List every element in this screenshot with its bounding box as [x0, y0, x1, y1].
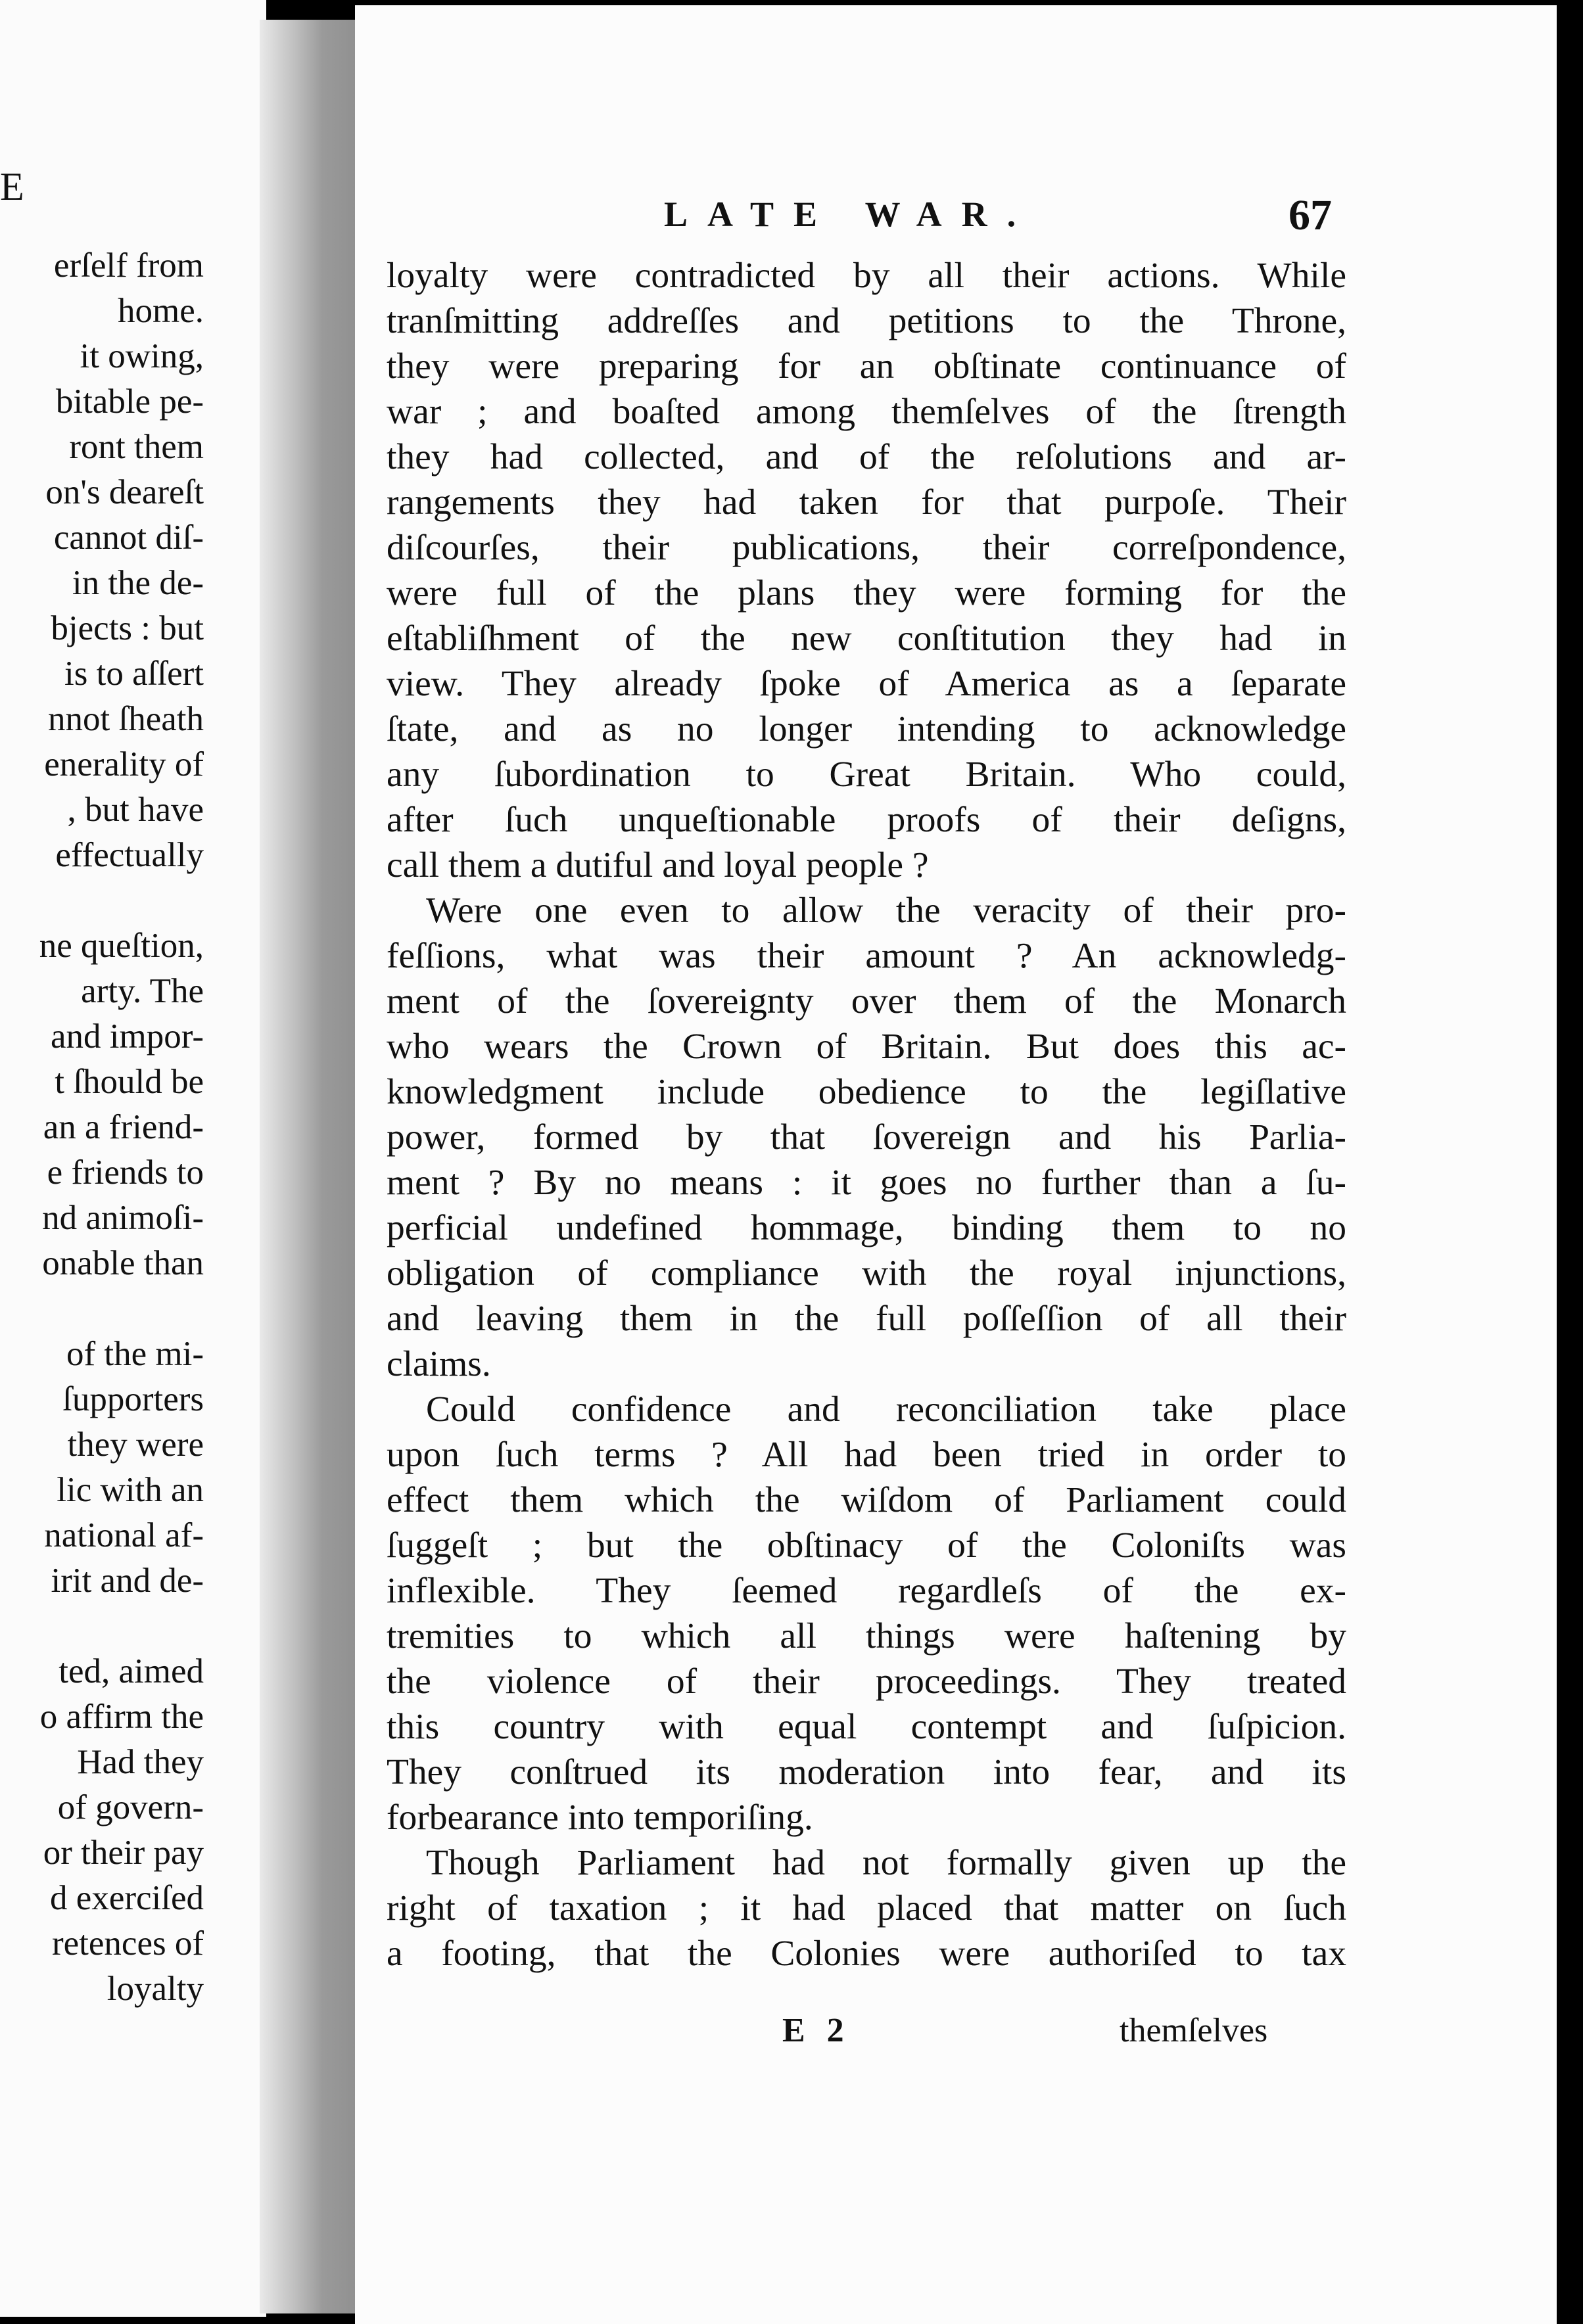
text-line: feſſions, what was their amount ? An acknowledg-: [387, 936, 1346, 976]
left-page-line: erſelf from: [53, 246, 204, 285]
text-line: effect them which the wiſdom of Parliament could: [387, 1480, 1346, 1520]
left-page-line: e friends to: [47, 1153, 204, 1192]
text-line: ſtate, and as no longer intending to acknowledge: [387, 709, 1346, 749]
left-page-line: home.: [118, 292, 204, 330]
left-page-text: [0, 243, 204, 2012]
text-line: diſcourſes, their publications, their correſpondence,: [387, 528, 1346, 568]
left-page-line: , but have: [67, 791, 204, 829]
text-line: this country with equal contempt and ſuſpicion.: [387, 1707, 1346, 1747]
text-line: Could confidence and reconciliation take place: [426, 1389, 1346, 1429]
text-line: obligation of compliance with the royal injunctions,: [387, 1253, 1346, 1293]
left-page-line: and impor-: [51, 1017, 204, 1056]
left-page-line: t ſhould be: [55, 1063, 204, 1101]
text-line: inflexible. They ſeemed regardleſs of the ex-: [387, 1571, 1346, 1611]
text-line: call them a dutiful and loyal people ?: [387, 845, 929, 885]
text-line: war ; and boaſted among themſelves of the ſtrength: [387, 392, 1346, 432]
left-page-line: of govern-: [57, 1788, 204, 1826]
left-page-line: loyalty: [106, 1970, 204, 2008]
text-line: who wears the Crown of Britain. But does this ac-: [387, 1027, 1346, 1067]
left-page: [0, 0, 266, 2317]
left-page-line: ront them: [69, 428, 204, 466]
text-line: loyalty were contradicted by all their actions. While: [387, 256, 1346, 296]
scan-border: [1557, 0, 1583, 2324]
text-line: they were preparing for an obſtinate continuance of: [387, 346, 1346, 386]
text-line: a footing, that the Colonies were authoriſed to tax: [387, 1934, 1346, 1974]
text-line: perficial undefined hommage, binding them to no: [387, 1208, 1346, 1248]
text-line: and leaving them in the full poſſeſſion of all their: [387, 1299, 1346, 1339]
text-line: rangements they had taken for that purpoſe. Their: [387, 482, 1346, 523]
left-page-line: arty. The: [81, 972, 204, 1010]
left-page-line: lic with an: [57, 1471, 204, 1509]
signature-mark: E 2: [782, 2012, 851, 2049]
page-number: 67: [1288, 191, 1332, 239]
text-line: ſuggeſt ; but the obſtinacy of the Coloniſts was: [387, 1525, 1346, 1566]
left-page-line: cannot diſ-: [53, 519, 204, 557]
left-page-line: enerality of: [44, 745, 204, 783]
text-line: knowledgment include obedience to the legiſlative: [387, 1072, 1346, 1112]
left-page-line: an a friend-: [43, 1108, 204, 1146]
text-line: Were one even to allow the veracity of their pro-: [426, 891, 1346, 931]
text-line: were full of the plans they were forming for the: [387, 573, 1346, 613]
text-line: claims.: [387, 1344, 491, 1384]
body-text: [387, 253, 1346, 1976]
left-page-line: ted, aimed: [59, 1652, 204, 1690]
text-line: upon ſuch terms ? All had been tried in order to: [387, 1435, 1346, 1475]
text-line: power, formed by that ſovereign and his Parlia-: [387, 1117, 1346, 1157]
left-page-line: on's deareſt: [45, 473, 204, 511]
left-page-line: is to aſſert: [64, 655, 204, 693]
text-line: Though Parliament had not formally given up the: [426, 1843, 1346, 1883]
left-page-line: they were: [67, 1426, 204, 1464]
text-line: tremities to which all things were haſtening by: [387, 1616, 1346, 1656]
left-page-line: nd animoſi-: [42, 1199, 204, 1237]
catchword: themſelves: [1120, 2012, 1268, 2049]
text-line: view. They already ſpoke of America as a ſeparate: [387, 664, 1346, 704]
left-page-line: ne queſtion,: [39, 927, 204, 965]
left-page-line: onable than: [42, 1244, 204, 1282]
left-page-line: bjects : but: [51, 609, 204, 647]
text-line: after ſuch unqueſtionable proofs of their deſigns,: [387, 800, 1346, 840]
left-page-line: o affirm the: [39, 1698, 204, 1736]
text-line: forbearance into temporiſing.: [387, 1798, 813, 1838]
left-page-line: [0, 1286, 204, 1332]
book-gutter-shadow: [260, 20, 365, 2313]
text-line: ment ? By no means : it goes no further than a ſu-: [387, 1163, 1346, 1203]
left-page-line: ſupporters: [62, 1380, 204, 1418]
text-line: right of taxation ; it had placed that matter on ſuch: [387, 1888, 1346, 1928]
left-page-corner-mark: E: [0, 165, 24, 208]
text-line: They conſtrued its moderation into fear, and its: [387, 1752, 1346, 1792]
page-footer: [782, 2011, 1267, 2050]
left-page-line: [0, 878, 204, 923]
left-page-line: nnot ſheath: [48, 700, 204, 738]
left-page-line: it owing,: [80, 337, 204, 375]
text-line: any ſubordination to Great Britain. Who could,: [387, 755, 1346, 795]
left-page-line: in the de-: [72, 564, 204, 602]
left-page-line: irit and de-: [51, 1562, 204, 1600]
left-page-line: [0, 1604, 204, 1649]
left-page-line: d exerciſed: [50, 1879, 204, 1917]
text-line: eſtabliſhment of the new conſtitution they had in: [387, 618, 1346, 659]
left-page-line: bitable pe-: [55, 383, 204, 421]
text-line: tranſmitting addreſſes and petitions to the Throne,: [387, 301, 1346, 341]
left-page-line: Had they: [77, 1743, 204, 1781]
left-page-line: of the mi-: [66, 1335, 204, 1373]
left-page-line: or their pay: [43, 1834, 204, 1872]
left-page-line: retences of: [52, 1924, 204, 1963]
text-line: the violence of their proceedings. They treated: [387, 1662, 1346, 1702]
left-page-line: national af-: [44, 1516, 204, 1554]
text-line: they had collected, and of the reſolutions and ar-: [387, 437, 1346, 477]
text-line: ment of the ſovereignty over them of the Monarch: [387, 981, 1346, 1021]
running-head: LATE WAR.: [664, 195, 1036, 234]
left-page-line: effectually: [55, 836, 204, 874]
